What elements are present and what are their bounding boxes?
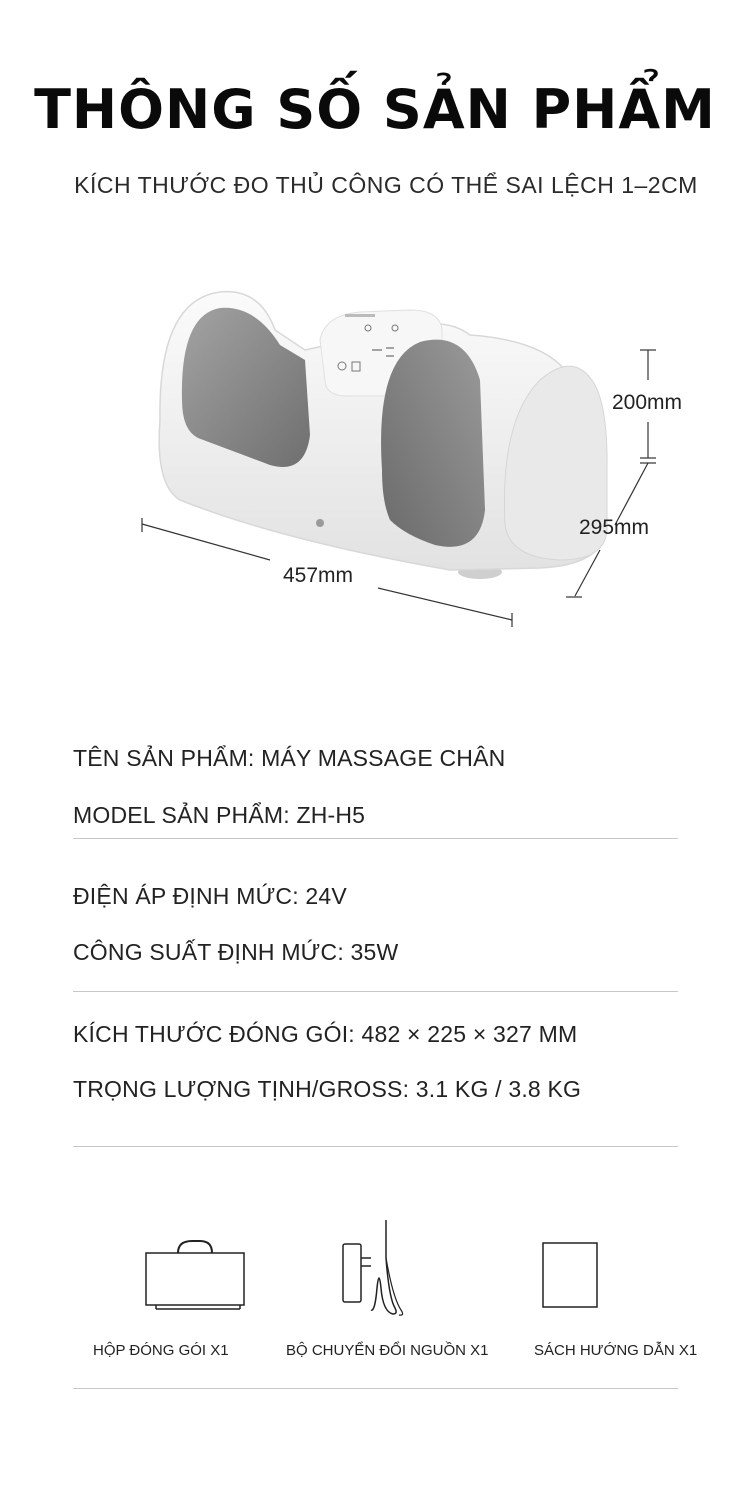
- box-icon: [140, 1236, 250, 1316]
- width-dimension-label: 457mm: [283, 564, 354, 587]
- power-jack: [316, 519, 324, 527]
- accessory-box: [140, 1236, 250, 1316]
- depth-dimension-label: 295mm: [579, 516, 650, 539]
- spec-product-name: TÊN SẢN PHẨM: MÁY MASSAGE CHÂN: [73, 745, 506, 771]
- spec-rated-power: CÔNG SUẤT ĐỊNH MỨC: 35W: [73, 939, 399, 965]
- accessory-power-adapter: [335, 1218, 415, 1318]
- page-subtitle: KÍCH THƯỚC ĐO THỦ CÔNG CÓ THỂ SAI LỆCH 1–2CM: [74, 172, 698, 198]
- accessory-manual-label: SÁCH HƯỚNG DẪN X1: [534, 1342, 698, 1359]
- divider: [73, 1146, 678, 1147]
- divider: [73, 838, 678, 839]
- width-dimension-line: [378, 588, 512, 620]
- page-title: THÔNG SỐ SẢN PHẨM: [34, 78, 716, 141]
- manual-icon: [540, 1240, 600, 1312]
- spec-product-model: MODEL SẢN PHẨM: ZH-H5: [73, 802, 366, 828]
- divider: [73, 991, 678, 992]
- spec-weight: TRỌNG LƯỢNG TỊNH/GROSS: 3.1 KG / 3.8 KG: [73, 1076, 582, 1102]
- product-illustration: [120, 270, 710, 650]
- accessory-box-label: HỘP ĐÓNG GÓI X1: [93, 1342, 229, 1359]
- divider: [73, 1388, 678, 1389]
- height-dimension-label: 200mm: [612, 391, 683, 414]
- spec-rated-voltage: ĐIỆN ÁP ĐỊNH MỨC: 24V: [73, 883, 347, 909]
- accessory-manual: [540, 1240, 600, 1312]
- brand-mark: [345, 314, 375, 317]
- foot-massager-image: [120, 270, 710, 650]
- spec-package-size: KÍCH THƯỚC ĐÓNG GÓI: 482 × 225 × 327 MM: [73, 1021, 578, 1047]
- power-adapter-icon: [335, 1218, 415, 1318]
- accessory-power-adapter-label: BỘ CHUYỂN ĐỔI NGUỒN X1: [286, 1342, 489, 1359]
- right-foot-pad: [381, 340, 485, 547]
- width-dimension-line: [142, 524, 270, 560]
